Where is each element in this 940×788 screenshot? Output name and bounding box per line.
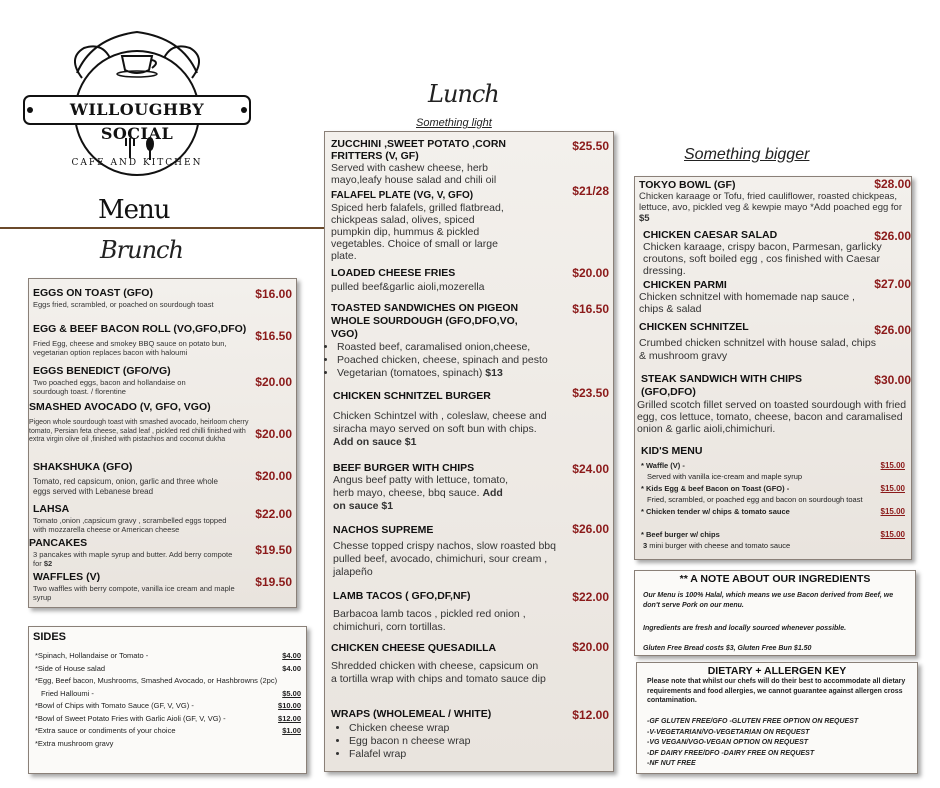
side-name: *Egg, Beef bacon, Mushrooms, Smashed Avocado, or Hashbrowns (2pc): [35, 676, 278, 685]
item-desc: Chicken karaage or Tofu, fried cauliflower, roasted chickpeas, lettuce, avo, pickled veg & kewpie mayo *Add poached egg for: [639, 191, 902, 213]
item-desc: Two poached eggs, bacon and hollandaise on sourdough toast. / florentine: [33, 378, 186, 396]
item-name: CHICKEN SCHNITZEL: [639, 321, 749, 333]
lunch-item: [331, 708, 613, 761]
bigger-item: [639, 179, 911, 224]
item-name: EGG & BEEF BACON ROLL (VO,GFO,DFO): [33, 323, 247, 335]
kids-item: [641, 484, 911, 504]
brunch-item: [29, 287, 296, 310]
item-name: NACHOS SUPREME: [333, 524, 434, 536]
side-price: $4.00: [282, 663, 301, 673]
bullet-item: [337, 367, 613, 380]
item-desc: Tomato, red capsicum, onion, garlic and three whole eggs served with Lebanese bread: [33, 477, 218, 496]
kids-item-name: * Waffle (V) -: [641, 461, 685, 470]
kids-item-desc: mini burger with cheese and tomato sauce: [649, 541, 791, 550]
bullet-item: • Egg bacon n cheese wrap: [349, 735, 613, 748]
item-name: PANCAKES: [29, 537, 88, 549]
kids-item: [641, 461, 911, 481]
lunch-item: [331, 138, 613, 186]
side-item: [35, 663, 301, 676]
item-desc: Tomato ,onion ,capsicum gravy , scrambelled eggs topped with mozzarella cheese or American cheese: [33, 516, 227, 534]
lunch-title: Lunch: [428, 80, 499, 108]
item-bullets: [319, 341, 613, 380]
item-desc: pulled beef&garlic aioli,mozerella: [331, 281, 485, 293]
side-price: $10.00: [278, 701, 301, 710]
kids-item-name: * Beef burger w/ chips: [641, 530, 720, 539]
kids-item-name: * Chicken tender w/ chips & tomato sauce: [641, 507, 790, 516]
item-desc: Spiced herb falafels, grilled flatbread, chickpeas salad, olives, spiced pumpkin dip, hummus & pickled vegetables. Choice of small or large plate.: [331, 202, 504, 262]
brunch-item: [29, 323, 296, 357]
item-price: $26.00: [874, 229, 911, 243]
kids-item-desc: Served with vanilla ice-cream and maple syrup: [647, 472, 803, 481]
item-name: CHICKEN SCHNITZEL BURGER: [333, 390, 491, 402]
bigger-panel: [634, 176, 912, 560]
item-desc: Chesse topped crispy nachos, slow roasted bbq pulled beef, avocado, chimichuri, sour cream , jalapeño: [333, 540, 556, 578]
item-name: LAMB TACOS ( GFO,DF,NF): [333, 590, 471, 602]
lunch-item: [331, 266, 613, 294]
item-desc: Crumbed chicken schnitzel with house salad, chips & mushroom gravy: [639, 337, 876, 362]
item-price: $26.00: [874, 323, 911, 337]
brunch-item: [29, 503, 296, 534]
allergen-key: -DF DAIRY FREE/DFO -DAIRY FREE ON REQUEST: [647, 749, 815, 757]
item-desc: Served with cashew cheese, herb mayo,leafy house salad and chili oil: [331, 162, 497, 186]
brunch-title: Brunch: [100, 236, 183, 264]
item-desc: Chicken karaage, crispy bacon, Parmesan, garlicky croutons, soft boiled egg , cos finished with Caesar dressing.: [643, 241, 882, 277]
brunch-item: [29, 401, 296, 445]
allergen-key: -GF GLUTEN FREE/GFO -GLUTEN FREE OPTION ON REQUEST: [647, 718, 859, 725]
side-name: Fried Halloumi -: [41, 688, 94, 698]
item-price: $20.00: [255, 469, 292, 483]
kids-item: [641, 530, 911, 550]
allergen-panel: [636, 662, 918, 774]
ingredients-line: Gluten Free Bread costs $3, Gluten Free Bun $1.50: [643, 645, 812, 652]
brunch-panel: [28, 278, 297, 608]
item-name: LOADED CHEESE FRIES: [331, 267, 456, 279]
lunch-item: [331, 642, 613, 686]
item-bullets: [331, 722, 613, 761]
item-desc: Fried Egg, cheese and smokey BBQ sauce on potato bun, vegetarian option replaces bacon with haloumi: [33, 339, 227, 357]
item-name: BEEF BURGER WITH CHIPS: [333, 462, 475, 474]
sides-list: [35, 650, 301, 750]
item-name: CHICKEN PARMI: [643, 279, 727, 291]
lunch-item: [333, 386, 613, 449]
side-name: *Side of House salad: [35, 663, 106, 673]
item-price: $20.00: [255, 375, 292, 389]
brunch-item: [29, 537, 296, 568]
item-name: EGGS ON TOAST (GFO): [33, 287, 153, 299]
side-item: [35, 650, 301, 663]
item-price: $16.50: [255, 329, 292, 343]
item-price: $20.00: [255, 427, 292, 441]
side-item: [35, 688, 301, 701]
side-item: [35, 700, 301, 713]
item-desc: Eggs fried, scrambled, or poached on sourdough toast: [33, 300, 214, 309]
ingredients-line: Ingredients are fresh and locally sourced whenever possible.: [643, 625, 847, 632]
allergen-note: Please note that whilst our chefs will do their best to accommodate all dietary requirements and food allergies, we cannot guarantee against allergen cross contamination.: [647, 678, 906, 704]
item-desc: Angus beef patty with lettuce, tomato, herb mayo, cheese, bbq sauce.: [333, 474, 509, 499]
side-name: *Extra sauce or condiments of your choice: [35, 726, 176, 735]
lunch-item: [333, 524, 613, 579]
brunch-item: [29, 461, 296, 497]
item-price: $19.50: [255, 543, 292, 557]
brunch-item: [29, 571, 296, 602]
side-name: *Spinach, Hollandaise or Tomato -: [35, 651, 149, 660]
sides-title: SIDES: [33, 631, 67, 643]
lunch-item: [331, 184, 613, 262]
allergen-keys: [647, 717, 911, 770]
item-name: CHICKEN CHEESE QUESADILLA: [331, 642, 497, 654]
allergen-key: -V-VEGETARIAN/VO-VEGETARIAN ON REQUEST: [647, 728, 810, 736]
item-name: EGGS BENEDICT (GFO/VG): [33, 365, 171, 377]
item-price: $24.00: [572, 462, 609, 476]
allergen-key: -VG VEGAN/VGO-VEGAN OPTION ON REQUEST: [647, 739, 809, 746]
item-name: SHAKSHUKA (GFO): [33, 461, 133, 473]
side-item: [35, 713, 301, 726]
item-name: WAFFLES (V): [33, 571, 101, 583]
bigger-item: [637, 373, 911, 435]
divider-line: [0, 227, 330, 229]
item-desc: Barbacoa lamb tacos , pickled red onion , chimichuri, corn tortillas.: [333, 608, 526, 633]
bullet-item: • Roasted beef, caramalised onion,cheese,: [337, 341, 613, 354]
item-desc: Grilled scotch fillet served on toasted sourdough with fried egg, cos lettuce, tomato, cheese, bacon and caramalised onion & garlic aioli,chimichuri.: [637, 399, 907, 435]
item-desc: Shredded chicken with cheese, capsicum on a tortilla wrap with chips and tomato sauce dip: [331, 660, 546, 685]
item-name: ZUCCHINI ,SWEET POTATO ,CORN FRITTERS (V, GF): [331, 138, 506, 162]
bigger-item: [639, 321, 911, 363]
kids-item-desc: Fried, scrambled, or poached egg and bacon on sourdough toast: [647, 495, 863, 504]
bullet-text: Vegetarian (tomatoes, spinach): [337, 367, 483, 379]
item-desc-price: $2: [43, 559, 53, 568]
bullet-item: • Falafel wrap: [349, 748, 613, 761]
lunch-subtitle: Something light: [416, 117, 492, 129]
item-price: $23.50: [572, 386, 609, 400]
kids-item-price: $15.00: [880, 461, 905, 470]
item-name: WRAPS (WHOLEMEAL / WHITE): [331, 708, 492, 720]
item-price: $25.50: [572, 139, 609, 153]
side-price: $1.00: [282, 726, 301, 735]
item-name: TOASTED SANDWICHES ON PIGEON WHOLE SOURDOUGH (GFO,DFO,VO, VGO): [331, 302, 519, 340]
item-price: $20.00: [572, 640, 609, 654]
item-price: $21/28: [572, 184, 609, 198]
ingredients-line: Our Menu is 100% Halal, which means we use Bacon derived from Beef, we don't serve Pork on our menu.: [643, 592, 894, 609]
item-name: SMASHED AVOCADO (V, GFO, VGO): [29, 401, 211, 413]
item-price: $22.00: [572, 590, 609, 604]
allergen-title: DIETARY + ALLERGEN KEY: [707, 665, 847, 677]
side-price: $5.00: [282, 688, 301, 698]
logo-name: WILLOUGHBY SOCIAL: [69, 100, 205, 143]
menu-title: Menu: [98, 195, 170, 225]
item-name: LAHSA: [33, 503, 70, 515]
item-desc: Chicken schnitzel with homemade nap sauce , chips & salad: [639, 291, 855, 315]
bullet-item: • Chicken cheese wrap: [349, 722, 613, 735]
bullet-price: $13: [485, 367, 503, 379]
item-name: TOKYO BOWL (GF): [639, 179, 736, 191]
item-price: $16.50: [572, 302, 609, 316]
item-name: CHICKEN CAESAR SALAD: [643, 229, 778, 241]
allergen-key: -NF NUT FREE: [647, 760, 696, 767]
kids-item-price: $15.00: [880, 530, 905, 539]
kids-menu: [641, 445, 911, 550]
side-item: [35, 725, 301, 738]
item-price: $26.00: [572, 522, 609, 536]
lunch-panel: [324, 131, 614, 772]
item-name: STEAK SANDWICH WITH CHIPS (GFO,DFO): [641, 373, 802, 398]
logo-tagline: CAFE AND KITCHEN: [71, 158, 203, 168]
side-price: $4.00: [282, 651, 301, 660]
ingredients-title: ** A NOTE ABOUT OUR INGREDIENTS: [679, 573, 871, 585]
bullet-item: • Poached chicken, cheese, spinach and pesto: [337, 354, 613, 367]
kids-item: [641, 507, 911, 516]
item-desc: Two waffles with berry compote, vanilla ice cream and maple syrup: [33, 584, 235, 602]
side-item: [35, 738, 301, 751]
side-name: *Bowl of Chips with Tomato Sauce (GF, V, VG) -: [35, 701, 194, 710]
item-desc: 3 pancakes with maple syrup and butter. Add berry compote for: [33, 550, 233, 568]
kids-item-qty: 3: [643, 541, 648, 550]
ingredients-panel: [634, 570, 916, 656]
kids-item-name: * Kids Egg & beef Bacon on Toast (GFO) -: [641, 484, 790, 493]
item-price: $12.00: [572, 708, 609, 722]
item-price: $20.00: [572, 266, 609, 280]
bigger-title: Something bigger: [684, 146, 810, 163]
side-name: *Extra mushroom gravy: [35, 738, 114, 748]
item-desc: Pigeon whole sourdough toast with smashed avocado, heirloom cherry tomato, Persian feta cheese, salad leaf , pickled red chilli finished with extra virgin olive oil ,finished with pistachios and coconut dukha: [29, 419, 249, 443]
item-price: $27.00: [874, 277, 911, 291]
item-desc-extra: Add on sauce $1: [333, 487, 503, 512]
item-price: $22.00: [255, 507, 292, 521]
item-name: FALAFEL PLATE (VG, V, GFO): [331, 190, 474, 201]
item-desc-extra: Add on sauce $1: [333, 436, 417, 448]
lunch-item: [333, 462, 613, 513]
kids-item-price: $15.00: [880, 484, 905, 493]
item-price: $30.00: [874, 373, 911, 387]
item-price: $16.00: [255, 287, 292, 301]
kids-title: KID'S MENU: [641, 445, 703, 457]
item-price: $19.50: [255, 575, 292, 589]
side-name: *Bowl of Sweet Potato Fries with Garlic Aioli (GF, V, VG) -: [35, 713, 226, 723]
item-desc-price: $5: [639, 213, 650, 224]
item-price: $28.00: [874, 177, 911, 191]
lunch-item: [331, 302, 613, 380]
lunch-item: [333, 590, 613, 634]
side-item: [35, 675, 301, 688]
bigger-item: [643, 229, 911, 277]
kids-item-price: $15.00: [880, 507, 905, 516]
sides-panel: [28, 626, 307, 774]
bigger-item: [639, 277, 911, 315]
logo: [22, 18, 252, 188]
brunch-item: [29, 365, 296, 396]
side-price: $12.00: [278, 713, 301, 723]
item-desc: Chicken Schintzel with , coleslaw, cheese and siracha mayo served on soft bun with chips.: [333, 410, 547, 435]
